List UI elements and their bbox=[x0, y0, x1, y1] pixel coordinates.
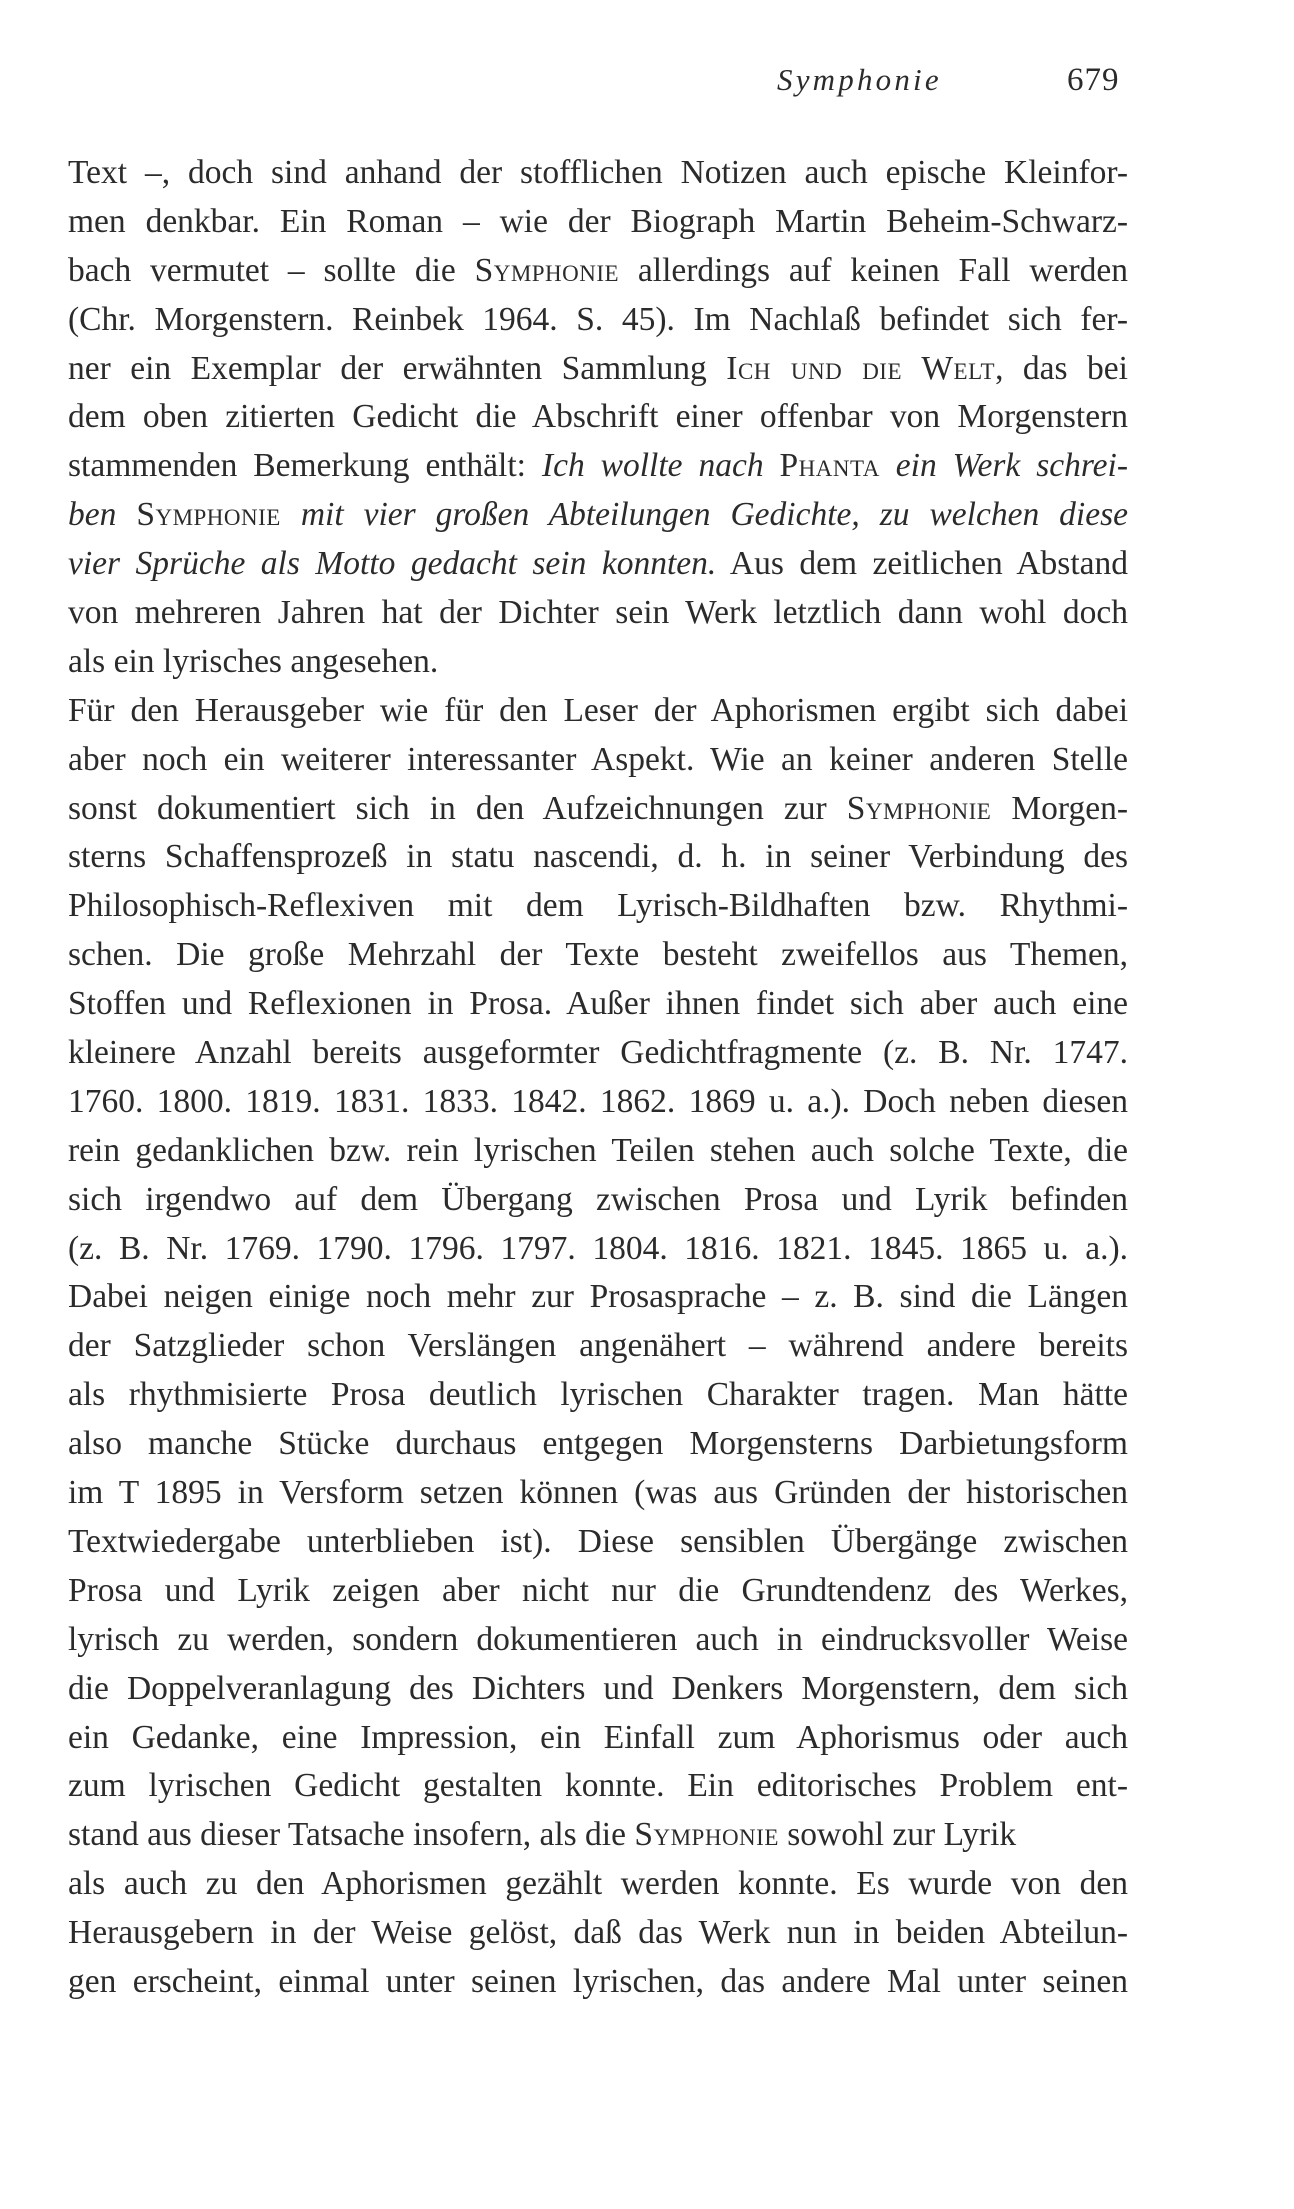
text-line bbox=[68, 491, 1128, 540]
text-run: sich irgendwo auf dem Übergang zwischen Prosa und Lyrik befinden bbox=[68, 1180, 1128, 1218]
text-line bbox=[68, 638, 1128, 687]
text-run: aber noch ein weiterer interessanter Aspekt. Wie an keiner anderen Stelle bbox=[68, 740, 1128, 778]
small-caps-run: Symphonie bbox=[136, 496, 281, 534]
text-line bbox=[68, 589, 1128, 638]
text-run: 1760. 1800. 1819. 1831. 1833. 1842. 1862. 1869 u. a.). Doch neben diesen bbox=[68, 1082, 1128, 1120]
text-line bbox=[68, 1909, 1128, 1958]
text-run: von mehreren Jahren hat der Dichter sein Werk letztlich dann wohl doch bbox=[68, 594, 1128, 632]
text-line bbox=[68, 296, 1128, 345]
text-line bbox=[68, 1958, 1128, 2007]
text-run: (z. B. Nr. 1769. 1790. 1796. 1797. 1804. 1816. 1821. 1845. 1865 u. a.). bbox=[68, 1229, 1128, 1267]
text-line bbox=[68, 785, 1128, 834]
text-line bbox=[68, 1176, 1128, 1225]
running-head bbox=[0, 58, 1294, 102]
text-line bbox=[68, 736, 1128, 785]
text-run: Text –, doch sind anhand der stofflichen Notizen auch epische Kleinfor- bbox=[68, 154, 1128, 191]
text-line bbox=[68, 1714, 1128, 1763]
text-run: Philosophisch-Reflexiven mit dem Lyrisch-Bildhaften bzw. Rhythmi- bbox=[68, 887, 1128, 925]
text-run: schen. Die große Mehrzahl der Texte besteht zweifellos aus Themen, bbox=[68, 936, 1128, 974]
text-run: ein Gedanke, eine Impression, ein Einfall zum Aphorismus oder auch bbox=[68, 1718, 1128, 1756]
text-line bbox=[68, 540, 1128, 589]
text-run: Stoffen und Reflexionen in Prosa. Außer ihnen findet sich aber auch eine bbox=[68, 985, 1128, 1023]
small-caps-run: Symphonie bbox=[634, 1816, 779, 1854]
text-run: gen erscheint, einmal unter seinen lyrischen, das andere Mal unter seinen bbox=[68, 1962, 1128, 2000]
text-line bbox=[68, 1029, 1128, 1078]
text-run: (Chr. Morgenstern. Reinbek 1964. S. 45). Im Nachlaß befindet sich fer- bbox=[68, 300, 1128, 338]
text-run: sonst dokumentiert sich in den Aufzeichnungen zur bbox=[68, 789, 847, 827]
text-line bbox=[68, 1273, 1128, 1322]
text-line bbox=[68, 882, 1128, 931]
text-run: men denkbar. Ein Roman – wie der Biograph Martin Beheim-Schwarz- bbox=[68, 202, 1128, 240]
text-run: dem oben zitierten Gedicht die Abschrift einer offenbar von Morgenstern bbox=[68, 398, 1128, 436]
text-run: der Satzglieder schon Verslängen angenähert – während andere bereits bbox=[68, 1327, 1128, 1365]
text-line bbox=[68, 345, 1128, 394]
text-run: bach vermutet – sollte die bbox=[68, 251, 475, 289]
text-line bbox=[68, 1469, 1128, 1518]
text-line bbox=[68, 1420, 1128, 1469]
text-line bbox=[68, 980, 1128, 1029]
body-text bbox=[68, 149, 1128, 2007]
text-line bbox=[68, 393, 1128, 442]
text-run: , das bei bbox=[995, 349, 1128, 387]
small-caps-run: Symphonie bbox=[846, 789, 992, 827]
text-line bbox=[68, 1860, 1128, 1909]
page-number: 679 bbox=[1067, 62, 1120, 98]
text-line bbox=[68, 833, 1128, 882]
text-run: Für den Herausgeber wie für den Leser der Aphorismen ergibt sich dabei bbox=[68, 691, 1128, 729]
text-run: Herausgebern in der Weise gelöst, daß das Werk nun in beiden Abteilun- bbox=[68, 1914, 1128, 1952]
text-line bbox=[68, 1225, 1128, 1274]
text-run: stammenden Bemerkung enthält: bbox=[68, 447, 542, 485]
text-run: ner ein Exemplar der erwähnten Sammlung bbox=[68, 349, 727, 387]
text-line bbox=[68, 1127, 1128, 1176]
text-run: zum lyrischen Gedicht gestalten konnte. Ein editorisches Problem ent- bbox=[68, 1767, 1128, 1805]
text-run: lyrisch zu werden, sondern dokumentieren auch in eindrucksvoller Weise bbox=[68, 1620, 1128, 1658]
text-run: rein gedanklichen bzw. rein lyrischen Teilen stehen auch solche Texte, die bbox=[68, 1131, 1128, 1169]
running-head-title: Symphonie bbox=[777, 62, 942, 97]
small-caps-run: Symphonie bbox=[474, 251, 620, 289]
text-line bbox=[68, 247, 1128, 296]
text-line bbox=[68, 442, 1128, 491]
small-caps-run: Phanta bbox=[779, 447, 880, 485]
text-run: Morgen- bbox=[991, 789, 1128, 827]
text-run: Aus dem zeitlichen Abstand bbox=[716, 545, 1128, 583]
text-run: die Doppelveranlagung des Dichters und Denkers Morgenstern, dem sich bbox=[68, 1669, 1128, 1707]
text-run: Prosa und Lyrik zeigen aber nicht nur die Grundtendenz des Werkes, bbox=[68, 1571, 1128, 1609]
text-line bbox=[68, 149, 1128, 198]
text-line bbox=[68, 1811, 1128, 1860]
text-run: im T 1895 in Versform setzen können (was aus Gründen der historischen bbox=[68, 1474, 1128, 1512]
text-run: Textwiedergabe unterblieben ist). Diese sensiblen Übergänge zwischen bbox=[68, 1522, 1128, 1560]
text-run: stand aus dieser Tatsache insofern, als die bbox=[68, 1816, 635, 1854]
italic-run: vier Sprüche als Motto gedacht sein konnten. bbox=[68, 545, 717, 583]
text-run: sowohl zur Lyrik bbox=[778, 1816, 1017, 1854]
text-run: kleinere Anzahl bereits ausgeformter Gedichtfragmente (z. B. Nr. 1747. bbox=[68, 1034, 1128, 1072]
text-line bbox=[68, 1371, 1128, 1420]
text-run: Dabei neigen einige noch mehr zur Prosasprache – z. B. sind die Längen bbox=[68, 1278, 1128, 1316]
italic-run: ben bbox=[68, 496, 137, 534]
text-line bbox=[68, 1078, 1128, 1127]
text-run: als ein lyrisches angesehen. bbox=[68, 642, 439, 680]
text-line bbox=[68, 1665, 1128, 1714]
text-line bbox=[68, 198, 1128, 247]
text-run: also manche Stücke durchaus entgegen Morgensterns Darbietungsform bbox=[68, 1425, 1128, 1463]
text-run: als rhythmisierte Prosa deutlich lyrischen Charakter tragen. Man hätte bbox=[68, 1376, 1128, 1414]
text-run: als auch zu den Aphorismen gezählt werden konnte. Es wurde von den bbox=[68, 1865, 1128, 1903]
text-line bbox=[68, 1616, 1128, 1665]
text-line bbox=[68, 1567, 1128, 1616]
italic-run: Ich wollte nach bbox=[541, 447, 780, 485]
text-run: sterns Schaffensprozeß in statu nascendi, d. h. in seiner Verbindung des bbox=[68, 838, 1128, 876]
text-line bbox=[68, 687, 1128, 736]
small-caps-run: Ich und die Welt bbox=[726, 349, 996, 387]
text-line bbox=[68, 1322, 1128, 1371]
italic-run: mit vier großen Abteilungen Gedichte, zu welchen diese bbox=[280, 496, 1128, 534]
text-line bbox=[68, 1518, 1128, 1567]
text-line bbox=[68, 1762, 1128, 1811]
italic-run: ein Werk schrei- bbox=[879, 447, 1128, 485]
text-line bbox=[68, 931, 1128, 980]
text-run: allerdings auf keinen Fall werden bbox=[619, 251, 1128, 289]
